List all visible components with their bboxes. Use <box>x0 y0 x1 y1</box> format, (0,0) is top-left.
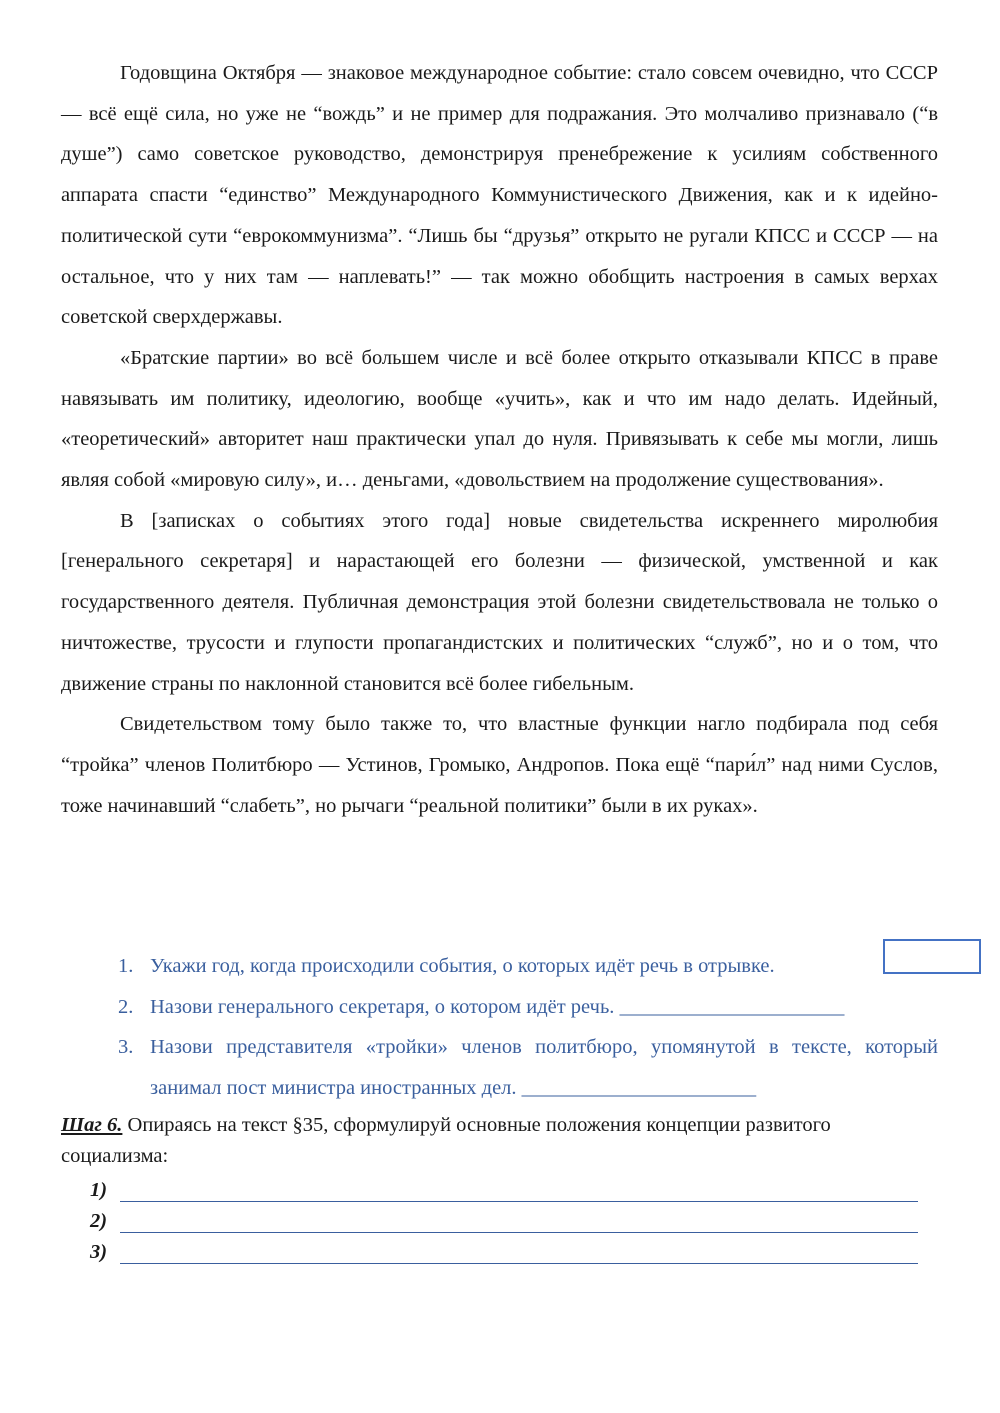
question-list <box>118 946 938 1109</box>
question-text: Назови генерального секретаря, о котором идёт речь. <box>150 995 615 1018</box>
answer-line-3[interactable] <box>90 1238 930 1269</box>
answer-underline[interactable] <box>120 1232 918 1233</box>
paragraph-1: Годовщина Октября — знаковое международное событие: стало совсем очевидно, что СССР — всё ещё сила, но уже не “вождь” и не пример для подражания. Это молчаливо признавало (“в душе”) само советское руководство, демонстрируя пренебрежение к усилиям собственного аппарата спасти “единство” Международного Коммунистического Движения, как и к идейно-политической сути “еврокоммунизма”. “Лишь бы “друзья” открыто не ругали КПСС и СССР — на остальное, что у них там — наплевать!” — так можно обобщить настроения в самых верхах советской сверхдержавы. <box>61 62 938 329</box>
question-2 <box>118 987 938 1028</box>
year-answer-box[interactable] <box>883 939 981 974</box>
answer-underline[interactable] <box>120 1263 918 1264</box>
answer-underline[interactable] <box>120 1201 918 1202</box>
answer-lines <box>90 1176 930 1269</box>
step-text: Опираясь на текст §35, сформулируй основные положения концепции развитого социализма: <box>61 1114 831 1167</box>
question-text: Укажи год, когда происходили события, о которых идёт речь в отрывке. <box>150 955 775 977</box>
paragraph-2: «Братские партии» во всё большем числе и всё более открыто отказывали КПСС в праве навязывать им политику, идеологию, вообще «учить», как и что им надо делать. Идейный, «теоретический» авторитет наш практически упал до нуля. Привязывать к себе мы могли, лишь являя собой «мировую силу», и… деньгами, «довольствием на продолжение существования». <box>61 346 938 492</box>
question-number: 3. <box>118 1036 134 1059</box>
answer-line-1[interactable] <box>90 1176 930 1207</box>
line-number: 3) <box>90 1241 108 1263</box>
question-3 <box>118 1027 938 1108</box>
answer-blank-3[interactable]: ________________________ <box>521 1077 756 1100</box>
answer-blank-2[interactable]: _______________________ <box>619 995 844 1018</box>
answer-line-2[interactable] <box>90 1207 930 1238</box>
question-number: 2. <box>118 995 134 1018</box>
step-6-prompt <box>61 1110 938 1172</box>
question-number: 1. <box>118 955 134 977</box>
step-label: Шаг 6. <box>61 1114 123 1136</box>
question-1 <box>118 946 938 987</box>
question-text: Назови представителя «тройки» членов политбюро, упомянутой в тексте, который занимал пост министра иностранных дел. <box>150 1036 938 1100</box>
paragraph-3: В [записках о событиях этого года] новые свидетельства искреннего миролюбия [генерального секретаря] и нарастающей его болезни — физической, умственной и как государственного деятеля. Публичная демонстрация этой болезни свидетельствовала не только о ничтожестве, трусости и глупости пропагандистских и политических “служб”, но и о том, что движение страны по наклонной становится всё более гибельным. <box>61 509 938 695</box>
line-number: 1) <box>90 1179 108 1201</box>
paragraph-4: Свидетельством тому было также то, что властные функции нагло подбирала под себя “тройка” членов Политбюро — Устинов, Громыко, Андропов. Пока ещё “пари́л” над ними Суслов, тоже начинавший “слабеть”, но рычаги “реальной политики” были в их руках». <box>61 713 938 817</box>
source-text <box>61 53 938 826</box>
line-number: 2) <box>90 1210 108 1232</box>
